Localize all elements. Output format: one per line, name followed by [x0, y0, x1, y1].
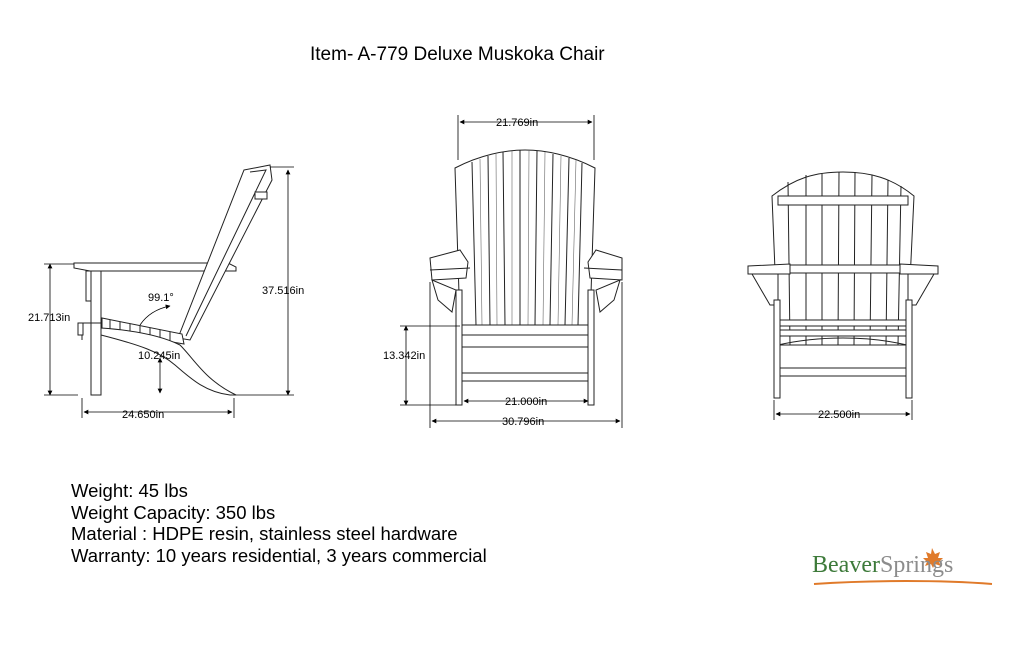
dim-side-angle: 99.1°: [148, 292, 174, 304]
logo-swoosh: [814, 581, 992, 584]
dim-front-seat-height: 13.342in: [383, 350, 426, 362]
spec-weight: Weight: 45 lbs: [71, 480, 188, 501]
dim-side-seat-depth: 10.245in: [138, 350, 181, 362]
spec-list: [71, 480, 487, 566]
dim-front-seat-width: 21.000in: [505, 396, 548, 408]
logo-text-beaver: Beaver: [812, 552, 880, 578]
spec-material: Material : HDPE resin, stainless steel hardware: [71, 523, 458, 544]
brand-logo: [812, 546, 1002, 590]
back-view: [748, 172, 938, 398]
dim-front-total-width: 30.796in: [502, 416, 545, 428]
dim-front-back-width: 21.769in: [496, 117, 539, 129]
dim-side-depth: 24.650in: [122, 409, 165, 421]
dim-side-total-height: 37.516in: [262, 285, 305, 297]
dim-back-base-width: 22.500in: [818, 409, 861, 421]
dim-side-seat-height: 21.713in: [28, 312, 71, 324]
front-view: [430, 150, 622, 405]
spec-warranty: Warranty: 10 years residential, 3 years commercial: [71, 544, 487, 566]
spec-capacity: Weight Capacity: 350 lbs: [71, 501, 276, 523]
page-title: Item- A-779 Deluxe Muskoka Chair: [310, 44, 605, 65]
logo-text-springs: Springs: [879, 552, 954, 578]
